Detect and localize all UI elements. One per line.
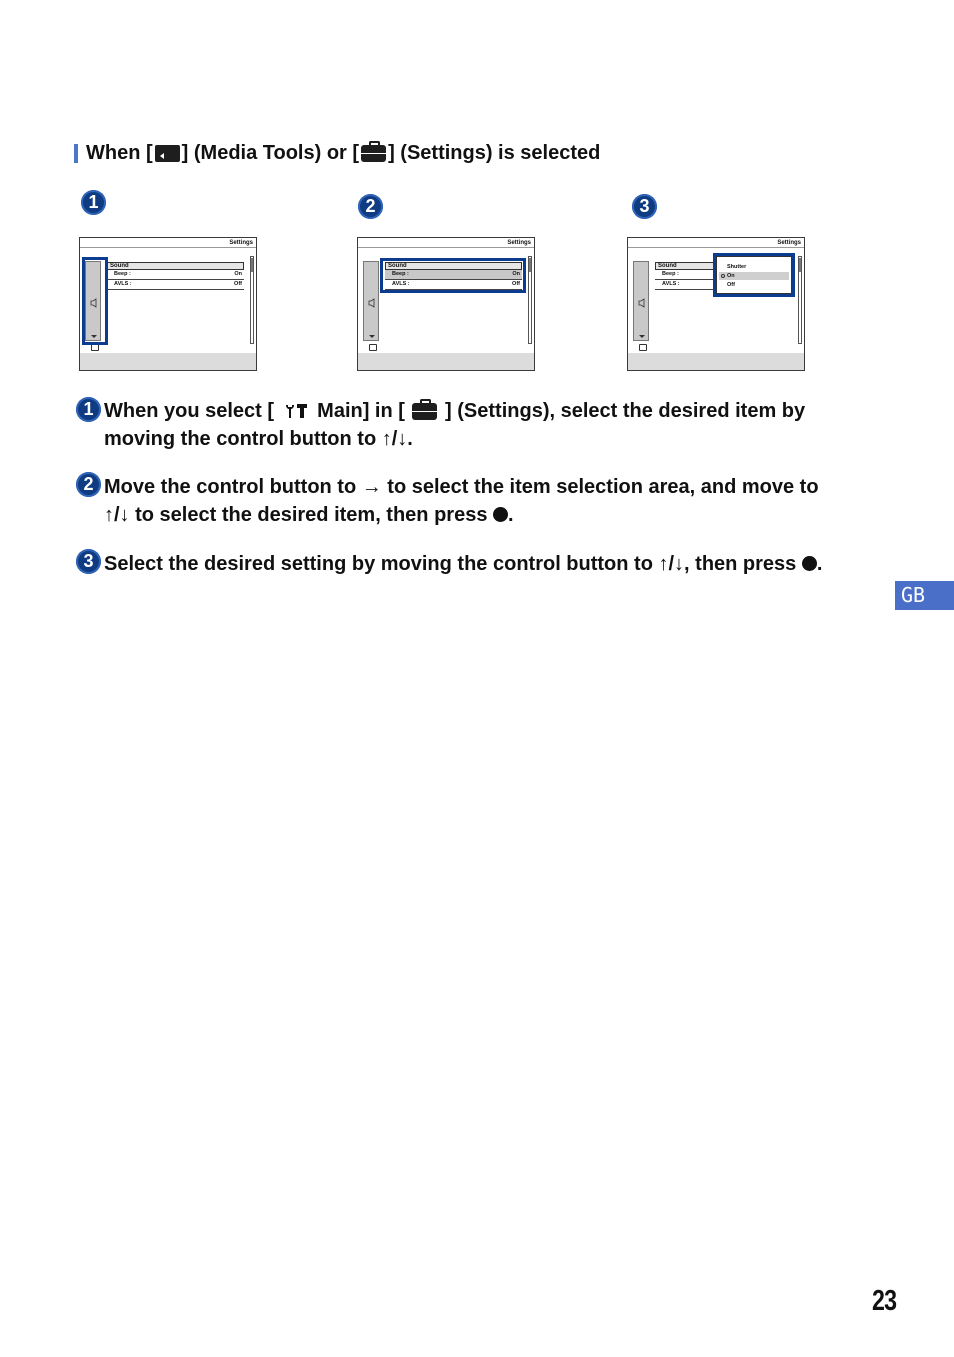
category-label: Sound <box>385 262 522 270</box>
setting-value: On <box>234 271 242 277</box>
step-badge-2: 2 <box>76 472 101 497</box>
page-number: 23 <box>872 1285 897 1317</box>
section-title-text-2: ] (Media Tools) or [ <box>181 141 360 164</box>
setting-value: Off <box>512 281 520 287</box>
setting-row <box>107 280 244 290</box>
settings-toolbox-icon <box>412 403 437 420</box>
hammer-wrench-icon <box>282 402 310 420</box>
step-3-end: . <box>816 553 823 575</box>
step-badge-3: 3 <box>76 549 101 574</box>
item-area-highlight <box>380 258 526 293</box>
figure-badge-3: 3 <box>632 194 657 219</box>
section-title-text-1: When [ <box>86 141 153 164</box>
setting-value: On <box>512 271 520 277</box>
category-label: Sound <box>655 262 717 270</box>
setting-label: AVLS : <box>662 281 680 287</box>
settings-screen-1 <box>79 237 257 371</box>
settings-screen-3 <box>627 237 805 371</box>
step-2-line-2 <box>104 501 514 529</box>
setting-label: Beep : <box>114 271 131 277</box>
popup-option-label: On <box>727 273 735 279</box>
home-icon <box>639 344 647 351</box>
scrollbar <box>528 256 532 344</box>
tab-column <box>363 261 379 341</box>
tab-highlight <box>82 257 108 345</box>
speaker-icon <box>368 298 376 308</box>
language-tab: GB <box>895 581 954 610</box>
screen-header: Settings <box>358 238 534 248</box>
home-icon <box>91 344 99 351</box>
title-marker <box>74 144 78 163</box>
step-1-text-b: Main] in [ <box>317 400 405 422</box>
setting-label: AVLS : <box>114 281 132 287</box>
scrollbar <box>798 256 802 344</box>
settings-screen-2 <box>357 237 535 371</box>
section-title-text-3: ] (Settings) is selected <box>388 141 601 164</box>
popup-highlight <box>713 253 795 297</box>
tab-column <box>633 261 649 341</box>
center-button-icon <box>493 507 508 522</box>
down-arrow-icon <box>639 335 645 338</box>
screen-footer <box>80 353 256 370</box>
setting-label: Beep : <box>392 271 409 277</box>
figure-badge-2: 2 <box>358 194 383 219</box>
setting-row <box>655 270 717 280</box>
step-1-text-a: When you select [ <box>104 400 275 422</box>
setting-row <box>655 280 717 290</box>
popup-title: Shutter <box>727 264 747 270</box>
settings-toolbox-icon <box>361 145 386 162</box>
step-1-line-1 <box>104 397 805 425</box>
step-1-line-2: moving the control button to ↑/↓. <box>104 428 413 450</box>
media-tools-icon <box>155 145 180 162</box>
category-label: Sound <box>107 262 244 270</box>
setting-label: Beep : <box>662 271 679 277</box>
step-3-line-1 <box>104 550 822 578</box>
speaker-icon <box>638 298 646 308</box>
screen-footer <box>358 353 534 370</box>
setting-value: Off <box>234 281 242 287</box>
step-3-text: Select the desired setting by moving the control button to ↑/↓, then press <box>104 553 802 575</box>
step-2-end: . <box>508 504 514 526</box>
step-badge-1: 1 <box>76 397 101 422</box>
step-1-text-c: ] (Settings), select the desired item by <box>445 400 806 422</box>
home-icon <box>369 344 377 351</box>
center-button-icon <box>802 556 817 571</box>
screen-footer <box>628 353 804 370</box>
step-2-text: ↑/↓ to select the desired item, then press <box>104 504 494 526</box>
popup-option: Off <box>727 282 735 288</box>
down-arrow-icon <box>369 335 375 338</box>
figure-badge-1: 1 <box>81 190 106 215</box>
setting-label: AVLS : <box>392 281 410 287</box>
screen-header: Settings <box>80 238 256 248</box>
screen-header: Settings <box>628 238 804 248</box>
section-title <box>74 139 600 167</box>
setting-row <box>107 270 244 280</box>
scrollbar <box>250 256 254 344</box>
step-2-line-1: Move the control button to → to select the item selection area, and move to <box>104 476 819 498</box>
